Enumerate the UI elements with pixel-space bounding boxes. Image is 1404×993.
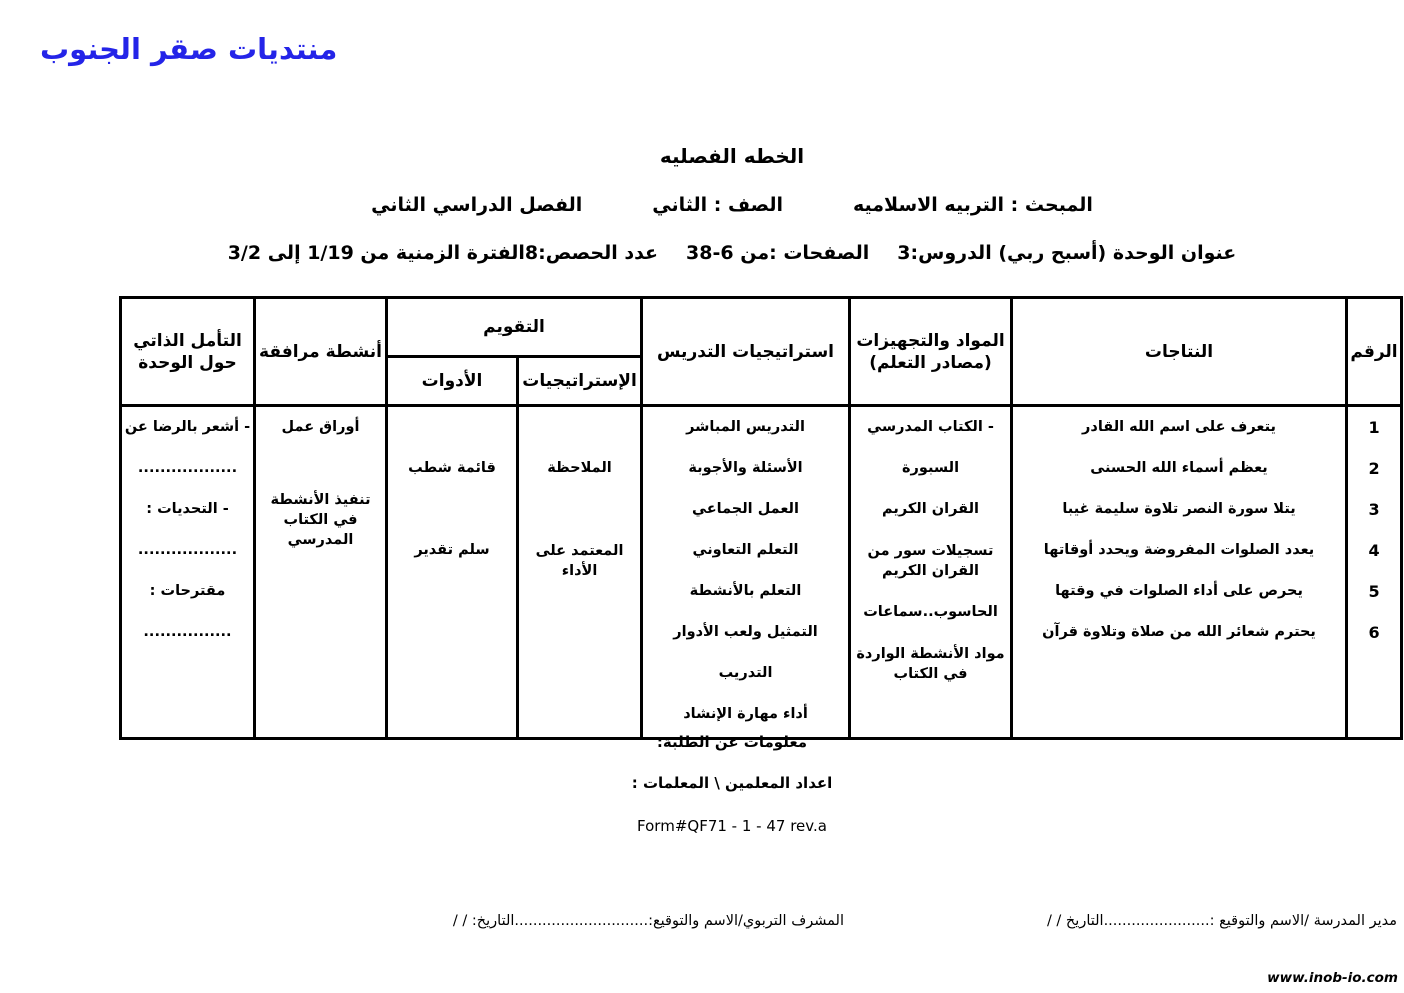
outcome-item: يحرص على أداء الصلوات في وقتها	[1055, 583, 1303, 599]
teaching-strategies-cell	[642, 406, 850, 739]
reflection-item: ..................	[137, 542, 238, 558]
teaching-strategy-item: التعلم التعاوني	[692, 542, 799, 558]
supervisor-signature-line: المشرف التربوي/الاسم والتوقيع:.............................التاريخ: / /	[452, 913, 844, 929]
pages-label: الصفحات :من 6-38	[686, 242, 870, 264]
col-header-activities: أنشطة مرافقة	[255, 298, 387, 406]
outcome-item: يحترم شعائر الله من صلاة وتلاوة قرآن	[1042, 624, 1316, 640]
col-header-number: الرقم	[1347, 298, 1402, 406]
row-number: 6	[1368, 623, 1380, 642]
reflection-cell	[121, 406, 255, 739]
material-item: تسجيلات سور من القران الكريم	[867, 543, 994, 579]
activity-item: تنفيذ الأنشطة في الكتاب المدرسي	[270, 492, 371, 548]
teaching-strategy-item: العمل الجماعي	[692, 501, 799, 517]
outcome-item: يعدد الصلوات المفروضة ويحدد أوقاتها	[1043, 542, 1315, 558]
evaluation-strategy-item: الملاحظة	[547, 460, 612, 476]
teaching-strategy-item: التمثيل ولعب الأدوار	[673, 624, 818, 640]
forum-title: منتديات صقر الجنوب	[40, 32, 338, 66]
materials-cell	[850, 406, 1012, 739]
row-number: 3	[1368, 500, 1380, 519]
reflection-item: - التحديات :	[146, 501, 229, 517]
material-item: القران الكريم	[882, 501, 979, 517]
material-item: - الكتاب المدرسي	[867, 419, 994, 435]
col-header-teaching-strategies: استراتيجيات التدريس	[642, 298, 850, 406]
reflection-header-line1: التأمل الذاتي	[133, 330, 242, 351]
reflection-item: ..................	[137, 460, 238, 476]
form-code: Form#QF71 - 1 - 47 rev.a	[637, 817, 827, 835]
col-header-evaluation: التقويم	[387, 298, 642, 357]
outcome-item: يتلا سورة النصر تلاوة سليمة غيبا	[1062, 501, 1296, 517]
semester-label: الفصل الدراسي الثاني	[371, 194, 583, 216]
outcome-item: يعظم أسماء الله الحسنى	[1090, 460, 1268, 476]
evaluation-strategies-cell	[518, 406, 642, 739]
teachers-prep-label: اعداد المعلمين \ المعلمات :	[631, 774, 833, 792]
subject-line	[60, 194, 1404, 216]
materials-header-line1: المواد والتجهيزات	[856, 330, 1005, 351]
col-header-materials	[850, 298, 1012, 406]
row-number: 4	[1368, 541, 1380, 560]
spacer	[388, 489, 516, 530]
periods-label: عدد الحصص:8الفترة الزمنية من 1/19 إلى 3/2	[227, 242, 659, 264]
reflection-item: ................	[143, 624, 232, 640]
students-info-label: معلومات عن الطلبة:	[656, 733, 808, 751]
material-item: الحاسوب..سماعات	[863, 604, 998, 620]
reflection-item: مقترحات :	[149, 583, 226, 599]
principal-signature-line: مدير المدرسة /الاسم والتوقيع :.......................التاريخ / /	[1046, 913, 1397, 929]
row-number: 5	[1368, 582, 1380, 601]
teaching-strategy-item: أداء مهارة الإنشاد	[683, 706, 808, 722]
outcomes-cell	[1012, 406, 1347, 739]
col-header-evaluation-tools: الأدوات	[387, 357, 518, 406]
activities-cell	[255, 406, 387, 739]
unit-line	[60, 242, 1404, 264]
evaluation-tools-cell	[387, 406, 518, 739]
col-header-outcomes: النتاجات	[1012, 298, 1347, 406]
page-title: الخطه الفصليه	[659, 144, 805, 168]
lesson-plan-table	[119, 296, 1403, 740]
col-header-evaluation-strategies: الإستراتيجيات	[518, 357, 642, 406]
teaching-strategy-item: التدريب	[718, 665, 773, 681]
teaching-strategy-item: الأسئلة والأجوبة	[688, 460, 803, 476]
reflection-item: - أشعر بالرضا عن	[124, 419, 251, 435]
material-item: مواد الأنشطة الواردة في الكتاب	[856, 646, 1005, 682]
teaching-strategy-item: التعلم بالأنشطة	[689, 583, 802, 599]
spacer	[519, 489, 640, 530]
unit-title-label: عنوان الوحدة (أسبح ربي) الدروس:3	[897, 242, 1237, 264]
site-watermark: www.inob-io.com	[1267, 970, 1398, 986]
materials-header-line2: (مصادر التعلم)	[869, 352, 992, 373]
activity-item: أوراق عمل	[281, 419, 360, 435]
evaluation-tool-item: سلم تقدير	[414, 542, 490, 558]
subject-label: المبحث : التربيه الاسلاميه	[853, 194, 1093, 216]
reflection-header-line2: حول الوحدة	[138, 352, 237, 373]
row-number: 1	[1368, 418, 1380, 437]
col-header-reflection	[121, 298, 255, 406]
spacer	[256, 448, 385, 489]
teaching-strategy-item: التدريس المباشر	[686, 419, 805, 435]
outcome-item: يتعرف على اسم الله القادر	[1082, 419, 1276, 435]
evaluation-strategy-item: المعتمد على الأداء	[535, 543, 624, 579]
spacer	[519, 407, 640, 448]
row-number: 2	[1368, 459, 1380, 478]
evaluation-tool-item: قائمة شطب	[408, 460, 496, 476]
number-cell	[1347, 406, 1402, 739]
grade-label: الصف : الثاني	[652, 194, 783, 216]
material-item: السبورة	[901, 460, 960, 476]
spacer	[388, 407, 516, 448]
